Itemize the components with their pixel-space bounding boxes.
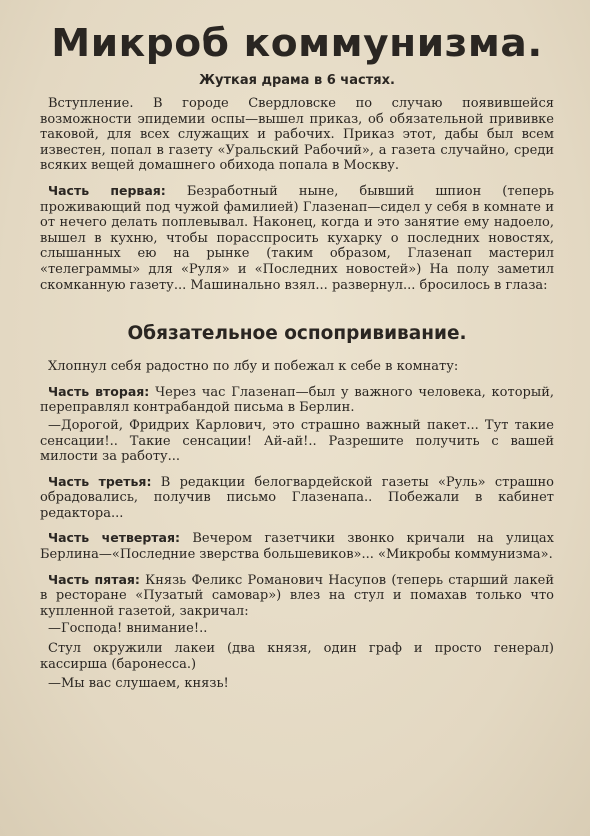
article-subtitle: Жуткая драма в 6 частях. <box>199 73 395 88</box>
part1-text: Безработный ныне, бывший шпион (теперь проживающий под чужой фамилией) Глазенап—сидел у себя в комнате и от нечего делать поплевывал. Наконец, когда и это занятие ему надоело, вышел в кухню, чтобы порасспросить кухарку о последних новостях, слышанных ею на рынке (таким образом, Глазенап мастерил «телеграммы» для «Руля» и «Последних новостей») На полу заметил скомканную газету... Машинально взял... развернул... бросилось в глаза: <box>40 183 554 293</box>
part3-label: Часть третья: <box>48 473 152 489</box>
part2-paragraph <box>40 384 554 416</box>
part4-label: Часть четвертая: <box>48 530 180 546</box>
part5-speech2: —Мы вас слушаем, князь! <box>48 676 229 692</box>
part3-text: В редакции белогвардейской газеты «Руль» страшно обрадовались, получив письмо Глазенапа.. Побежали в кабинет редактора... <box>40 474 554 521</box>
intro-text: В городе Свердловске по случаю появившейся возможности эпидемии оспы—вышел приказ, об обязательной прививке таковой, для всех служащих и рабочих. Приказ этот, дабы был всем известен, попал в газету «Уральский Рабочий», а газета случайно, среди всяких вещей домашнего обихода попала в Москву. <box>40 96 554 174</box>
part2-speech: —Дорогой, Фридрих Карлович, это страшно важный пакет... Тут такие сенсации!.. Такие сенсации! Ай-ай!.. Разрешите получить с вашей милости за работу... <box>40 417 554 465</box>
part2-label: Часть вторая: <box>48 383 150 399</box>
part5-label: Часть пятая: <box>48 571 140 587</box>
part1-paragraph <box>40 183 554 293</box>
part5-speech: —Господа! внимание!.. <box>48 621 208 637</box>
part5-text: Князь Феликс Романович Насупов (теперь старший лакей в ресторане «Пузатый самовар») влез на стул и помахав только что купленной газетой, закричал: <box>40 572 554 619</box>
intro-label: Вступление. <box>48 96 134 111</box>
part2-text: Через час Глазенап—был у важного человека, который, переправлял контрабандой письма в Берлин. <box>40 384 554 416</box>
part1-label: Часть первая: <box>48 182 166 198</box>
part5-paragraph <box>40 572 554 620</box>
intro-paragraph <box>40 96 554 174</box>
part5-text2: Стул окружили лакеи (два князя, один граф и просто генерал) кассирша (баронесса.) <box>40 641 554 672</box>
section-heading: Обязательное оспопрививание. <box>127 323 467 345</box>
part3-paragraph <box>40 474 554 522</box>
article-title: Микроб коммунизма. <box>51 21 543 65</box>
part4-paragraph <box>40 530 554 562</box>
after-heading-paragraph: Хлопнул себя радостно по лбу и побежал к себе в комнату: <box>48 359 459 375</box>
part4-text: Вечером газетчики звонко кричали на улицах Берлина—«Последние зверства большевиков»... «Микробы коммунизма». <box>40 531 555 563</box>
